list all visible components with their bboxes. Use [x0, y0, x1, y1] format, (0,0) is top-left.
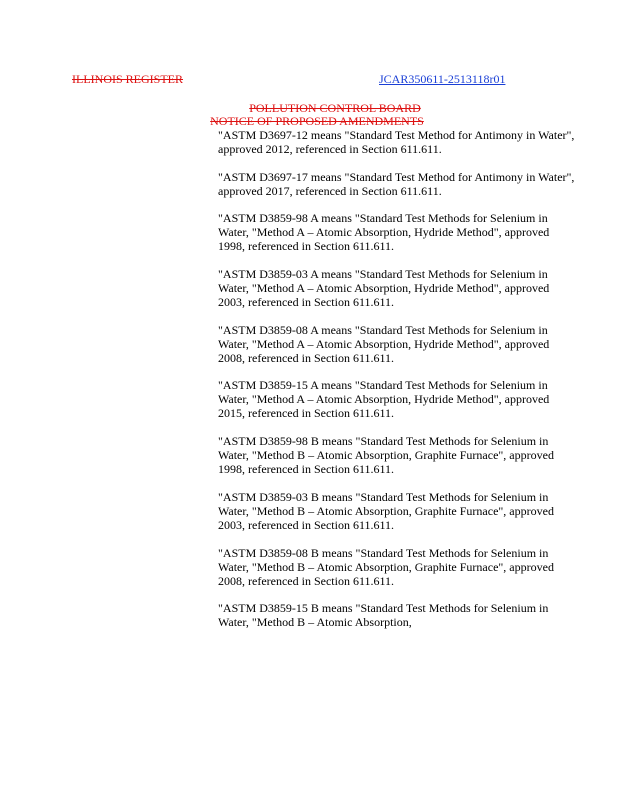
definition-entry: "ASTM D3697-17 means "Standard Test Method for Antimony in Water", approved 2017, referenced in Section 611.611. [218, 169, 575, 198]
definition-entry: "ASTM D3859-08 B means "Standard Test Methods for Selenium in Water, "Method B – Atomic Absorption, Graphite Furnace", approved 2008, referenced in Section 611.611. [218, 545, 554, 588]
definition-entry: "ASTM D3859-98 B means "Standard Test Methods for Selenium in Water, "Method B – Atomic Absorption, Graphite Furnace", approved 1998, referenced in Section 611.611. [218, 434, 554, 477]
definition-entry: "ASTM D3859-08 A means "Standard Test Methods for Selenium in Water, "Method A – Atomic Absorption, Hydride Method", approved 2008, referenced in Section 611.611. [218, 322, 550, 365]
definition-entry: "ASTM D3859-15 B means "Standard Test Methods for Selenium in Water, "Method B – Atomic Absorption, [218, 601, 549, 630]
definition-entry: "ASTM D3697-12 means "Standard Test Method for Antimony in Water", approved 2012, referenced in Section 611.611. [218, 128, 575, 156]
definition-entry: "ASTM D3859-98 A means "Standard Test Methods for Selenium in Water, "Method A – Atomic Absorption, Hydride Method", approved 1998, referenced in Section 611.611. [218, 211, 550, 254]
definitions-list [218, 128, 578, 643]
definition-entry: "ASTM D3859-03 B means "Standard Test Methods for Selenium in Water, "Method B – Atomic Absorption, Graphite Furnace", approved 2003, referenced in Section 611.611. [218, 489, 554, 532]
jcar-reference: JCAR350611-2513118r01 [379, 72, 506, 86]
definition-entry: "ASTM D3859-03 A means "Standard Test Methods for Selenium in Water, "Method A – Atomic Absorption, Hydride Method", approved 2003, referenced in Section 611.611. [218, 267, 550, 310]
definition-entry: "ASTM D3859-15 A means "Standard Test Methods for Selenium in Water, "Method A – Atomic Absorption, Hydride Method", approved 2015, referenced in Section 611.611. [218, 378, 550, 421]
register-header: ILLINOIS REGISTER [72, 72, 183, 86]
board-title: POLLUTION CONTROL BOARD [249, 101, 421, 115]
notice-title: NOTICE OF PROPOSED AMENDMENTS [210, 114, 424, 128]
